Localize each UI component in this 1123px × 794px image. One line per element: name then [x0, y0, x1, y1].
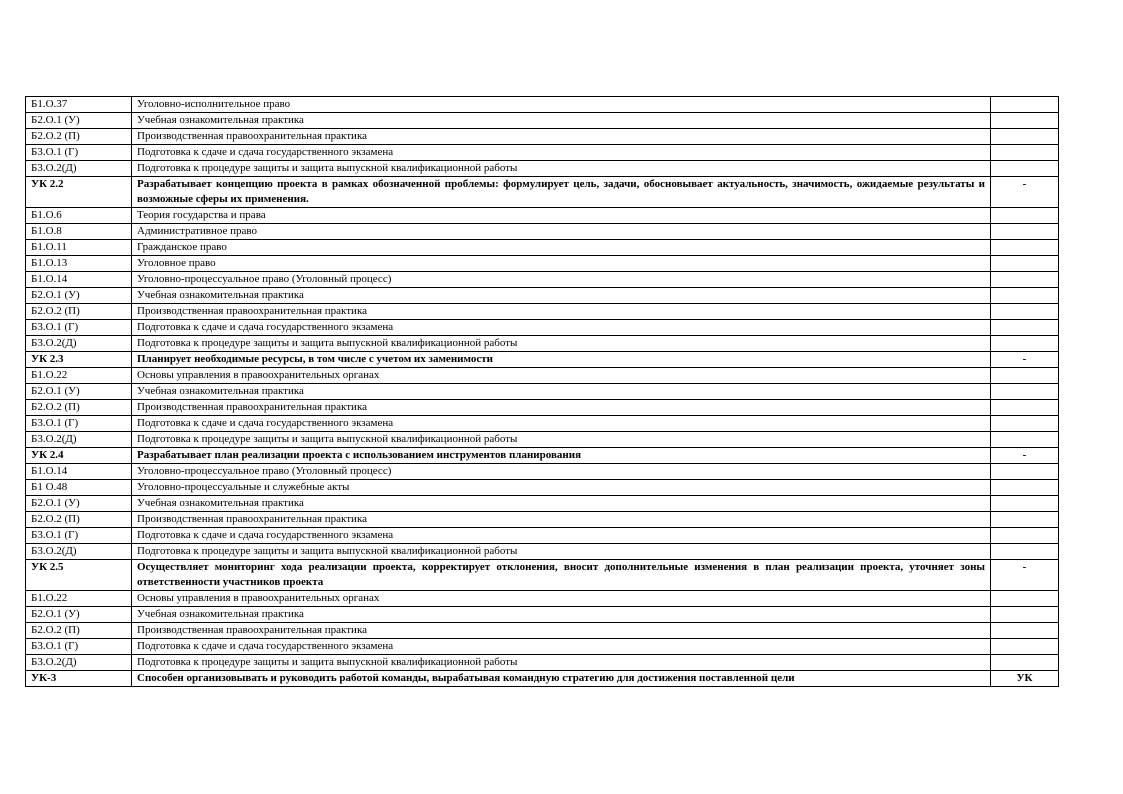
- mark-cell: [991, 97, 1059, 113]
- code-cell: Б3.О.1 (Г): [26, 639, 132, 655]
- mark-cell: [991, 591, 1059, 607]
- mark-cell: [991, 496, 1059, 512]
- mark-cell: [991, 512, 1059, 528]
- code-cell: Б3.О.1 (Г): [26, 145, 132, 161]
- description-cell: Гражданское право: [132, 240, 991, 256]
- code-cell: Б2.О.1 (У): [26, 607, 132, 623]
- description-cell: Производственная правоохранительная практика: [132, 129, 991, 145]
- mark-cell: [991, 639, 1059, 655]
- competency-row: [26, 671, 1059, 687]
- description-cell: Уголовно-исполнительное право: [132, 97, 991, 113]
- description-cell: Подготовка к процедуре защиты и защита выпускной квалификационной работы: [132, 655, 991, 671]
- description-cell: Теория государства и права: [132, 208, 991, 224]
- code-cell: УК 2.5: [26, 560, 132, 591]
- code-cell: Б2.О.2 (П): [26, 623, 132, 639]
- table-row: [26, 145, 1059, 161]
- description-cell: Способен организовывать и руководить работой команды, вырабатывая командную стратегию для достижения поставленной цели: [132, 671, 991, 687]
- mark-cell: [991, 464, 1059, 480]
- description-cell: Учебная ознакомительная практика: [132, 288, 991, 304]
- description-cell: Учебная ознакомительная практика: [132, 496, 991, 512]
- table-body: [26, 97, 1059, 687]
- description-cell: Подготовка к сдаче и сдача государственного экзамена: [132, 528, 991, 544]
- mark-cell: [991, 400, 1059, 416]
- mark-cell: [991, 129, 1059, 145]
- table-row: [26, 496, 1059, 512]
- code-cell: Б3.О.2(Д): [26, 161, 132, 177]
- table-row: [26, 607, 1059, 623]
- code-cell: Б2.О.1 (У): [26, 384, 132, 400]
- code-cell: Б2.О.2 (П): [26, 400, 132, 416]
- description-cell: Уголовно-процессуальные и служебные акты: [132, 480, 991, 496]
- code-cell: Б2.О.1 (У): [26, 496, 132, 512]
- code-cell: Б3.О.2(Д): [26, 655, 132, 671]
- mark-cell: [991, 304, 1059, 320]
- mark-cell: [991, 320, 1059, 336]
- mark-cell: -: [991, 352, 1059, 368]
- table-row: [26, 512, 1059, 528]
- description-cell: Уголовно-процессуальное право (Уголовный процесс): [132, 272, 991, 288]
- table-row: [26, 336, 1059, 352]
- code-cell: Б1.О.11: [26, 240, 132, 256]
- competency-row: [26, 177, 1059, 208]
- code-cell: УК 2.2: [26, 177, 132, 208]
- mark-cell: -: [991, 177, 1059, 208]
- table-row: [26, 591, 1059, 607]
- table-row: [26, 623, 1059, 639]
- mark-cell: [991, 288, 1059, 304]
- table-row: [26, 480, 1059, 496]
- description-cell: Уголовно-процессуальное право (Уголовный процесс): [132, 464, 991, 480]
- table-row: [26, 272, 1059, 288]
- competency-row: [26, 448, 1059, 464]
- code-cell: Б3.О.1 (Г): [26, 320, 132, 336]
- code-cell: Б3.О.1 (Г): [26, 416, 132, 432]
- mark-cell: [991, 145, 1059, 161]
- code-cell: Б2.О.2 (П): [26, 512, 132, 528]
- description-cell: Подготовка к сдаче и сдача государственного экзамена: [132, 145, 991, 161]
- description-cell: Разрабатывает концепцию проекта в рамках обозначенной проблемы: формулирует цель, задачи, обосновывает актуальность, значимость, ожидаемые результаты и возможные сферы их применения.: [132, 177, 991, 208]
- description-cell: Подготовка к сдаче и сдача государственного экзамена: [132, 416, 991, 432]
- description-cell: Подготовка к процедуре защиты и защита выпускной квалификационной работы: [132, 336, 991, 352]
- code-cell: УК 2.3: [26, 352, 132, 368]
- mark-cell: [991, 384, 1059, 400]
- code-cell: Б1.О.6: [26, 208, 132, 224]
- code-cell: Б3.О.1 (Г): [26, 528, 132, 544]
- description-cell: Основы управления в правоохранительных органах: [132, 591, 991, 607]
- code-cell: Б3.О.2(Д): [26, 432, 132, 448]
- table-row: [26, 544, 1059, 560]
- description-cell: Производственная правоохранительная практика: [132, 304, 991, 320]
- mark-cell: [991, 113, 1059, 129]
- description-cell: Производственная правоохранительная практика: [132, 512, 991, 528]
- table-row: [26, 240, 1059, 256]
- code-cell: УК 2.4: [26, 448, 132, 464]
- code-cell: Б1 О.48: [26, 480, 132, 496]
- description-cell: Подготовка к процедуре защиты и защита выпускной квалификационной работы: [132, 432, 991, 448]
- mark-cell: [991, 623, 1059, 639]
- description-cell: Учебная ознакомительная практика: [132, 384, 991, 400]
- code-cell: Б1.О.13: [26, 256, 132, 272]
- table-row: [26, 113, 1059, 129]
- description-cell: Разрабатывает план реализации проекта с использованием инструментов планирования: [132, 448, 991, 464]
- table-row: [26, 161, 1059, 177]
- description-cell: Уголовное право: [132, 256, 991, 272]
- code-cell: Б1.О.14: [26, 464, 132, 480]
- description-cell: Подготовка к сдаче и сдача государственного экзамена: [132, 639, 991, 655]
- mark-cell: [991, 655, 1059, 671]
- table-row: [26, 304, 1059, 320]
- mark-cell: -: [991, 560, 1059, 591]
- table-row: [26, 432, 1059, 448]
- table-row: [26, 97, 1059, 113]
- description-cell: Учебная ознакомительная практика: [132, 113, 991, 129]
- table-row: [26, 400, 1059, 416]
- mark-cell: -: [991, 448, 1059, 464]
- table-row: [26, 384, 1059, 400]
- description-cell: Производственная правоохранительная практика: [132, 400, 991, 416]
- mark-cell: [991, 336, 1059, 352]
- code-cell: Б1.О.14: [26, 272, 132, 288]
- description-cell: Подготовка к процедуре защиты и защита выпускной квалификационной работы: [132, 161, 991, 177]
- mark-cell: [991, 432, 1059, 448]
- code-cell: Б1.О.22: [26, 591, 132, 607]
- code-cell: Б2.О.1 (У): [26, 288, 132, 304]
- mark-cell: [991, 208, 1059, 224]
- description-cell: Планирует необходимые ресурсы, в том числе с учетом их заменимости: [132, 352, 991, 368]
- mark-cell: [991, 240, 1059, 256]
- code-cell: Б3.О.2(Д): [26, 336, 132, 352]
- mark-cell: [991, 544, 1059, 560]
- mark-cell: [991, 161, 1059, 177]
- table-row: [26, 288, 1059, 304]
- description-cell: Административное право: [132, 224, 991, 240]
- table-row: [26, 528, 1059, 544]
- description-cell: Производственная правоохранительная практика: [132, 623, 991, 639]
- code-cell: УК-3: [26, 671, 132, 687]
- table-row: [26, 639, 1059, 655]
- table-row: [26, 368, 1059, 384]
- code-cell: Б2.О.2 (П): [26, 129, 132, 145]
- code-cell: Б2.О.2 (П): [26, 304, 132, 320]
- description-cell: Подготовка к процедуре защиты и защита выпускной квалификационной работы: [132, 544, 991, 560]
- code-cell: Б1.О.22: [26, 368, 132, 384]
- competency-table: [25, 96, 1059, 687]
- competency-row: [26, 352, 1059, 368]
- code-cell: Б3.О.2(Д): [26, 544, 132, 560]
- table-row: [26, 224, 1059, 240]
- mark-cell: [991, 416, 1059, 432]
- table-row: [26, 416, 1059, 432]
- code-cell: Б1.О.37: [26, 97, 132, 113]
- mark-cell: [991, 480, 1059, 496]
- table-row: [26, 256, 1059, 272]
- code-cell: Б1.О.8: [26, 224, 132, 240]
- mark-cell: УК: [991, 671, 1059, 687]
- mark-cell: [991, 368, 1059, 384]
- mark-cell: [991, 528, 1059, 544]
- table-row: [26, 129, 1059, 145]
- table-row: [26, 464, 1059, 480]
- description-cell: Учебная ознакомительная практика: [132, 607, 991, 623]
- table-row: [26, 655, 1059, 671]
- description-cell: Основы управления в правоохранительных органах: [132, 368, 991, 384]
- mark-cell: [991, 224, 1059, 240]
- description-cell: Осуществляет мониторинг хода реализации проекта, корректирует отклонения, вносит дополнительные изменения в план реализации проекта, уточняет зоны ответственности участников проекта: [132, 560, 991, 591]
- table-row: [26, 208, 1059, 224]
- mark-cell: [991, 272, 1059, 288]
- mark-cell: [991, 256, 1059, 272]
- description-cell: Подготовка к сдаче и сдача государственного экзамена: [132, 320, 991, 336]
- code-cell: Б2.О.1 (У): [26, 113, 132, 129]
- mark-cell: [991, 607, 1059, 623]
- competency-row: [26, 560, 1059, 591]
- table-row: [26, 320, 1059, 336]
